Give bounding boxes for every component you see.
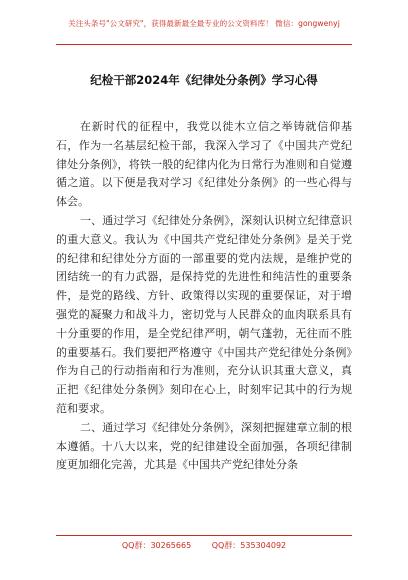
promo-header: 关注头条号"公文研究"，获得最新最全最专业的公文资料库！ 微信：gongwenyj (68, 19, 340, 28)
footer-qq-group-1: QQ群：30265665 (121, 541, 192, 550)
paragraph-section-1: 一、通过学习《纪律处分条例》，深刻认识树立纪律意识的重大意义。我认为《中国共产党纪律处分条例》是关于党的纪律和纪律处分方面的一部重要的党内法规，是维护党的团结统一的有力武器，是保持党的先进性和纯洁性的重要条件，是党的路线、方针、政策得以实现的重要保证，对于增强党的凝聚力和战斗力，密切党与人民群众的血肉联系具有十分重要的作用，是全党纪律严明，朝气蓬勃，无往而不胜的重要基石。我们要把严格遵守《中国共产党纪律处分条例》作为自己的行动指南和行为准则，充分认识其重大意义，真正把《纪律处分条例》刻印在心上，时刻牢记其中的行为规范和要求。 (56, 213, 352, 415)
footer (0, 540, 408, 551)
header-divider (56, 44, 352, 45)
document-body (56, 118, 352, 475)
document-title: 纪检干部2024年《纪律处分条例》学习心得 (90, 73, 318, 87)
paragraph-intro: 在新时代的征程中，我党以徙木立信之举铸就信仰基石，作为一名基层纪检干部，我深入学习了《中国共产党纪律处分条例》，将铁一般的纪律内化为日常行为准则和自觉遵循之道。以下便是我对学习《纪律处分条例》的一些心得与体会。 (56, 120, 352, 209)
paragraph-section-2: 二、通过学习《纪律处分条例》，深刻把握建章立制的根本遵循。十八大以来，党的纪律建设全面加强，各项纪律制度更加细化完善，尤其是《中国共产党纪律处分条 (56, 420, 352, 472)
footer-qq-group-2: QQ群：535304092 (211, 541, 287, 550)
footer-divider (56, 535, 352, 536)
